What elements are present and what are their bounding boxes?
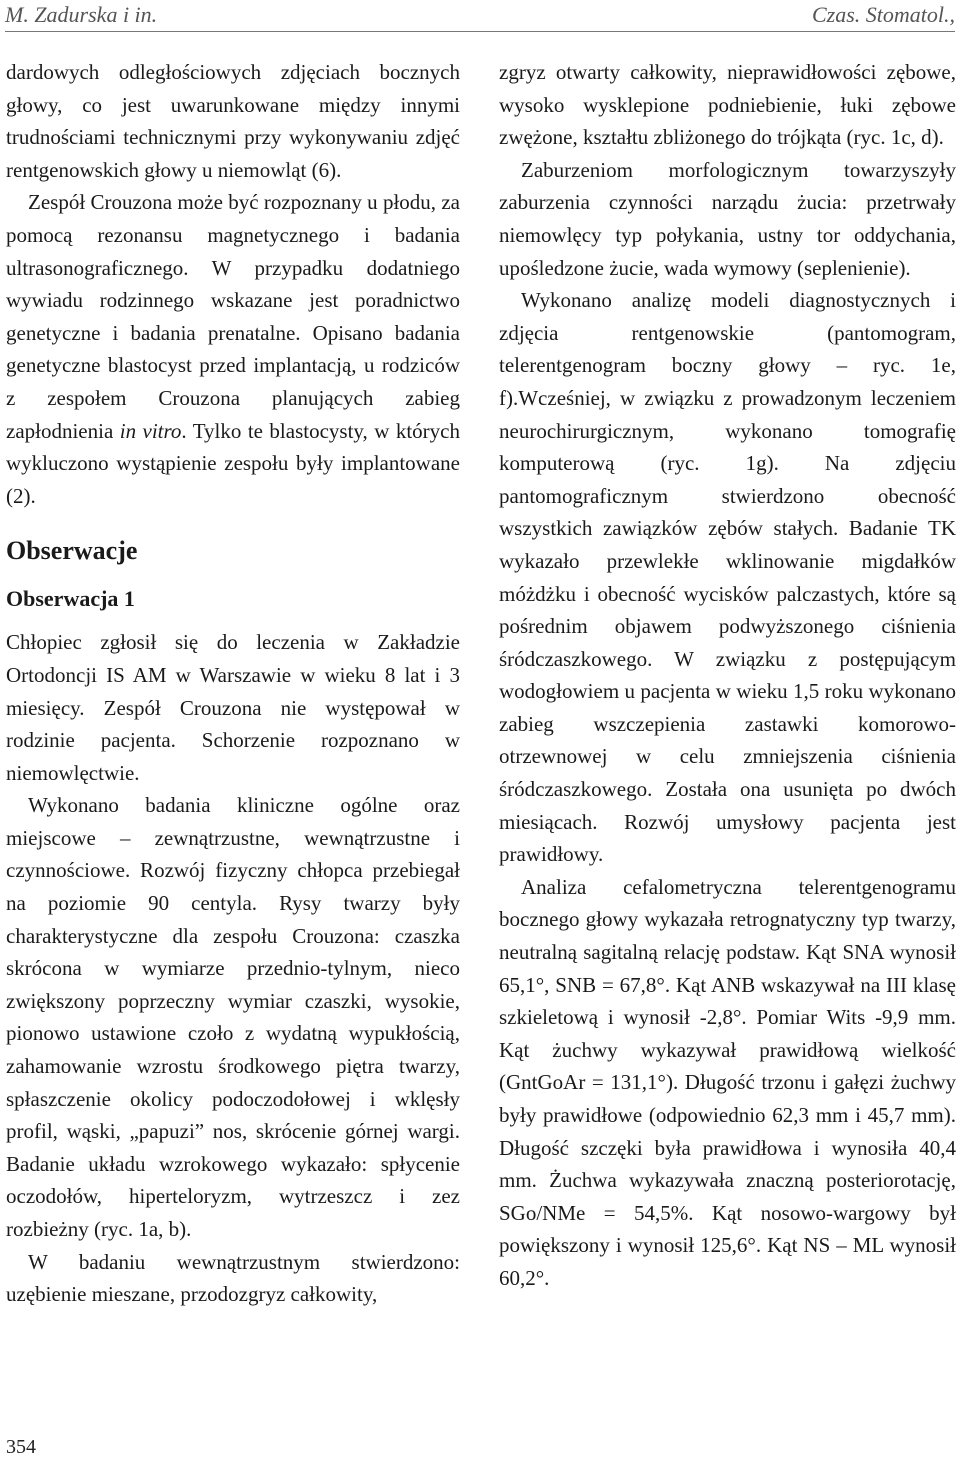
paragraph-cephalometric-analysis: Analiza cefalometryczna telerentgenogramu bocznego głowy wykazała retrognatyczny typ twarzy, neutralną sagitalną relację podstaw. Kąt SNA wynosił 65,1°, SNB = 67,8°. Kąt ANB wskazywał na III klasę szkieletową i wynosił -2,8°. Pomiar Wits -9,9 mm. Kąt żuchwy wykazywał prawidłową wielkość (GntGoAr = 131,1°). Długość trzonu i gałęzi żuchwy były prawidłowe (odpowiednio 62,3 mm i 45,7 mm). Długość szczęki była prawidłowa i wynosiła 40,4 mm. Żuchwa wykazywała znaczną posteriorotację, SGo/NMe = 54,5%. Kąt nosowo-wargowy był powiększony i wynosił 125,6°. Kąt NS – ML wynosił 60,2°. — [499, 874, 956, 1290]
right-column — [499, 56, 956, 1295]
left-column — [6, 56, 460, 1311]
paragraph-occlusion: zgryz otwarty całkowity, nieprawidłowości zębowe, wysoko wysklepione podniebienie, łuki zębowe zwężone, kształtu zbliżonego do trójkąta (ryc. 1c, d). — [499, 60, 956, 150]
paragraph-clinical-exam: Wykonano badania kliniczne ogólne oraz miejscowe – zewnątrzustne, wewnątrzustne i czynnościowe. Rozwój fizyczny chłopca przebiegał na poziomie 90 centyla. Rysy twarzy były charakterystyczne dla zespołu Crouzona: czaszka skrócona w wymiarze przednio-tylnym, nieco zwiększony poprzeczny wymiar czaszki, wysokie, pionowo ustawione czoło z wydatną wypukłością, zahamowanie wzrostu środkowego piętra twarzy, spłaszczenie okolicy podoczodołowej i wklęsły profil, wąski, „papuzi” nos, skrócenie górnej wargi. Badanie układu wzrokowego wykazało: spłycenie oczodołów, hiperteloryzm, wytrzeszcz i zez rozbieżny (ryc. 1a, b). — [6, 793, 460, 1241]
header-authors: M. Zadurska i in. — [5, 2, 158, 27]
paragraph-functional-disorders: Zaburzeniom morfologicznym towarzyszyły zaburzenia czynności narządu żucia: przetrwały niemowlęcy typ połykania, ustny tor oddychania, upośledzone żucie, wada wymowy (seplenienie). — [499, 157, 956, 280]
paragraph-prenatal-text: Zespół Crouzona może być rozpoznany u płodu, za pomocą rezonansu magnetycznego i badania ultrasonograficznego. W przypadku dodatniego wywiadu rodzinnego wskazane jest poradnictwo genetyczne i badania prenatalne. Opisano badania genetyczne blastocyst przed implantacją, u rodziców z zespołem Crouzona planujących zabieg zapłodnienia — [6, 190, 460, 443]
subsection-title: Obserwacja 1 — [6, 586, 135, 612]
page-number: 354 — [6, 1436, 36, 1458]
header-rule — [5, 31, 955, 32]
paragraph-prenatal-tail: . Tylko te blastocysty, w których wykluczono wystąpienie zespołu były implantowane (2). — [6, 418, 460, 508]
paragraph-intraoral-exam: W badaniu wewnątrzustnym stwierdzono: uzębienie mieszane, przodozgryz całkowity, — [6, 1249, 460, 1307]
header-journal: Czas. Stomatol., — [811, 2, 955, 27]
paragraph-patient-intro: Chłopiec zgłosił się do leczenia w Zakładzie Ortodoncji IS AM w Warszawie w wieku 8 lat i 3 miesięcy. Zespół Crouzona nie występował w rodzinie pacjenta. Schorzenie rozpoznano w niemowlęctwie. — [6, 630, 460, 785]
section-title: Obserwacje — [6, 536, 138, 566]
paragraph-diagnostics: Wykonano analizę modeli diagnostycznych i zdjęcia rentgenowskie (pantomogram, telerentgenogram boczny głowy – ryc. 1e, f).Wcześniej, w związku z prowadzonym leczeniem neurochirurgicznym, wykonano tomografię komputerową (ryc. 1g). Na zdjęciu pantomograficznym stwierdzono obecność wszystkich zawiązków zębów stałych. Badanie TK wykazało przewlekłe wklinowanie migdałków móżdżku i obecność wycisków palczastych, które są pośrednim objawem podwyższonego ciśnienia śródczaszkowego. W związku z postępującym wodogłowiem u pacjenta w wieku 1,5 roku wykonano zabieg wszczepienia zastawki komorowo-otrzewnowej w celu zmniejszenia ciśnienia śródczaszkowego. Została ona usunięta po dwóch miesiącach. Rozwój umysłowy pacjenta jest prawidłowy. — [499, 288, 956, 867]
paragraph-prenatal-diagnosis — [6, 186, 460, 512]
running-header — [5, 0, 955, 30]
in-vitro-italic: in vitro — [119, 418, 182, 443]
paragraph-continuation: dardowych odległościowych zdjęciach bocznych głowy, co jest uwarunkowane między innymi trudnościami technicznymi przy wykonywaniu zdjęć rentgenowskich głowy u niemowląt (6). — [6, 60, 460, 182]
